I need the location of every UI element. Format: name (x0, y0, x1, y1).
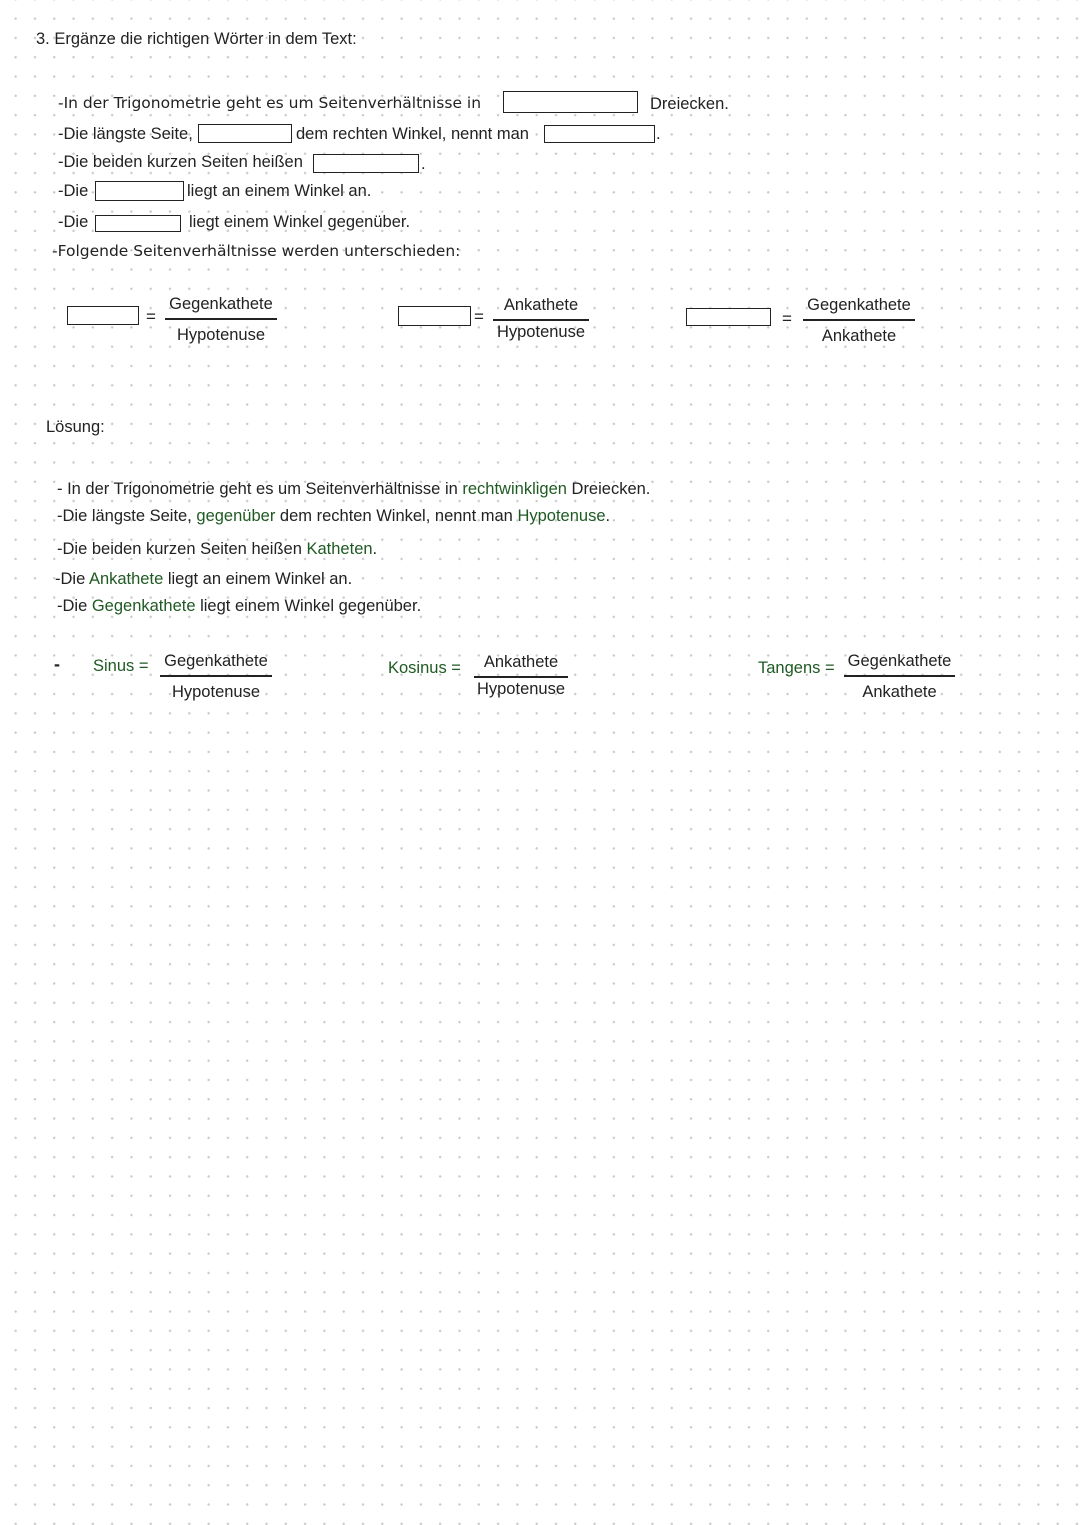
formula-dash: - (54, 654, 60, 674)
answer-ankathete: Ankathete (88, 570, 164, 588)
fraction-blank-2[interactable] (398, 306, 471, 326)
sinus-denominator: Hypotenuse (171, 682, 261, 701)
tangens-numerator: Gegenkathete (847, 652, 952, 670)
answer-hypotenuse: Hypotenuse (517, 507, 606, 525)
task-line-4-end: liegt an einem Winkel an. (187, 182, 372, 200)
tangens-fraction (844, 652, 955, 702)
fraction-2 (493, 296, 589, 342)
task-line-4-text: -Die (58, 182, 89, 200)
equals-sign: = (474, 307, 484, 326)
answer-katheten: Katheten (306, 540, 373, 558)
task-heading: 3. Ergänze die richtigen Wörter in dem Text: (36, 30, 357, 48)
kosinus-fraction (474, 653, 568, 699)
answer-gegenkathete: Gegenkathete (91, 597, 196, 615)
blank-box-1[interactable] (503, 91, 638, 113)
equals-sign: = (146, 307, 156, 326)
fraction-3-numerator: Gegenkathete (807, 296, 911, 314)
sinus-label: Sinus = (93, 657, 149, 675)
solution-line-4: -Die Ankathete liegt an einem Winkel an. (55, 570, 353, 588)
answer-gegenueber: gegenüber (196, 507, 276, 525)
task-line-1-end: Dreiecken. (650, 95, 729, 113)
blank-box-2[interactable] (198, 124, 292, 143)
blank-box-5[interactable] (95, 181, 184, 201)
solution-line-1: - In der Trigonometrie geht es um Seitenverhältnisse in rechtwinkligen Dreiecken. (57, 480, 651, 498)
solution-line-3: -Die beiden kurzen Seiten heißen Katheten. (57, 540, 378, 558)
blank-box-4[interactable] (313, 154, 419, 173)
task-line-2-text: -Die längste Seite, (58, 125, 193, 143)
task-line-3-end: . (421, 155, 426, 173)
solution-line-5: -Die Gegenkathete liegt einem Winkel gegenüber. (57, 597, 422, 615)
tangens-label: Tangens = (758, 659, 835, 677)
blank-box-6[interactable] (95, 215, 181, 232)
fraction-1-numerator: Gegenkathete (169, 295, 273, 313)
fraction-3-denominator: Ankathete (821, 326, 897, 345)
fraction-blank-3[interactable] (686, 308, 771, 326)
task-line-6-text: -Folgende Seitenverhältnisse werden unterschieden: (52, 242, 461, 260)
kosinus-label: Kosinus = (388, 659, 461, 677)
task-line-2-end: . (656, 125, 661, 143)
fraction-2-denominator: Hypotenuse (496, 322, 586, 341)
fraction-blank-1[interactable] (67, 306, 139, 325)
task-line-5-text: -Die (58, 213, 89, 231)
answer-rechtwinkligen: rechtwinkligen (462, 480, 567, 498)
fraction-1-denominator: Hypotenuse (176, 325, 266, 344)
solution-line-2: -Die längste Seite, gegenüber dem rechten Winkel, nennt man Hypotenuse. (57, 507, 611, 525)
tangens-denominator: Ankathete (862, 682, 937, 701)
sinus-fraction (160, 652, 272, 702)
fraction-3 (803, 296, 915, 346)
blank-box-3[interactable] (544, 125, 655, 143)
task-line-2-mid: dem rechten Winkel, nennt man (296, 125, 529, 143)
sinus-numerator: Gegenkathete (164, 652, 268, 670)
fraction-1 (165, 295, 277, 345)
fraction-2-numerator: Ankathete (503, 296, 579, 314)
task-line-1-text: -In der Trigonometrie geht es um Seitenverhältnisse in (58, 94, 482, 112)
solution-label: Lösung: (46, 418, 105, 436)
task-line-5-end: liegt einem Winkel gegenüber. (189, 213, 411, 231)
kosinus-numerator: Ankathete (483, 653, 559, 671)
equals-sign: = (782, 309, 792, 328)
kosinus-denominator: Hypotenuse (476, 679, 566, 698)
task-line-3-text: -Die beiden kurzen Seiten heißen (58, 153, 303, 171)
